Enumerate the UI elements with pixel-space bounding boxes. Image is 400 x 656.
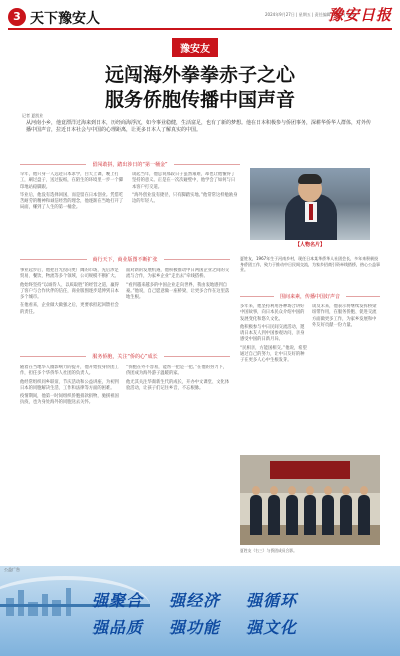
paragraph: 谈及未来，他表示将继续发挥桥梁纽带作用，在服务侨胞、促进交流方面做更多工作，为家乡发展和中外友好贡献一份力量。 [312,304,377,328]
paragraph: 他经常组织同乡联谊、节庆活动和公益讲座，为初到日本的同胞解决生活、工作和法律等方面的困难。 [20,379,119,391]
paragraph: 事业起步后，他把目光投向更广阔的市场，先后涉足贸易、餐饮、物流等多个领域，公司规模不断扩大。 [20,268,119,280]
paragraph: “侨胞在外不容易，能帮一把是一把。”在他的努力下，侨团成为海外游子温暖的家。 [126,365,228,377]
paragraph: 疫情期间，他第一时间组织侨胞捐款捐物，驰援祖国抗疫，也为身处海外的同胞送去关怀。 [20,394,119,406]
ad-slogan: 强功能 [169,618,221,637]
subhead-3 [20,352,230,360]
subhead-4 [240,292,380,300]
ad-slogan: 强聚合 [92,591,144,610]
ad-slogan-row-1 [92,588,392,611]
group-photo [240,455,380,545]
paragraph: 随着在当地华人圈影响力的提升，他开始投身侨团工作，担任多个华侨华人社团的负责人。 [20,365,119,377]
paragraph: 他始终坚持“以诚待人、以质取胜”的经营之道，赢得了客户与合作伙伴的信任，商业版图逐步延伸到日本多个城市。 [20,282,119,301]
column-kicker: 豫安友 [172,38,218,57]
ad-slogan: 强文化 [246,618,298,637]
profile-label: 【人物名片】 [294,242,325,248]
paragraph: 早年，他只身一人远赴日本求学，白天上课，晚上打工，刷过盘子，送过报纸，在陌生的环境里一步一个脚印地站稳脚跟。 [20,172,124,190]
public-service-ad [0,566,400,656]
column-2a [20,268,120,348]
profile-caption: 夏姓友，1967年生于河南乡村，现任日本某华侨华人社团会长，多年来积极投身侨团工作，致力于推动中日民间交流，为家乡招商引资牵线搭桥，热心公益事业。 [240,256,380,273]
ad-slogan-row-2 [92,615,392,638]
lead-text: 从河南小乡，他竟漂洋过海来到日本，历经商海浮沉，如今事业稳健，生活富足，也有了新的梦想。他在日本积极参与侨团事务，深耕华侨华人群体，对外传播中国声音，拉近日本社会与中国的心理距离，让更多日本人了解真实的中国。 [26,120,372,133]
paragraph: 面对新的发展机遇，他积极推动中日两国企业之间的交流与合作，为家乡企业“走出去”牵线搭桥。 [126,268,230,280]
ad-slogans [92,588,392,642]
group-photo-caption: 夏姓友（右三）与侨团成员合影。 [240,548,297,553]
paragraph: “民相亲，方能国相交。”他说，希望通过自己的努力，让中日友好的种子在更多人心中生根发芽。 [240,345,307,364]
paragraph: 在他看来，企业做大做强之后，更要承担起回馈社会的责任。 [20,303,119,315]
subhead-1-text: 留闯敢拼，踏出涉日的“第一桶金” [92,161,168,168]
headline-line-2: 服务侨胞传播中国声音 [104,89,295,111]
ad-slogan: 强经济 [169,591,221,610]
header-rule [8,28,392,30]
newspaper-logo: 豫安日报 [327,6,392,24]
ad-slogan: 强品质 [92,618,144,637]
section-title: 天下豫安人 [30,11,100,27]
column-3b [126,365,230,555]
subhead-3-text: 服务侨胞，关注“侨的心”成长 [92,353,158,360]
subhead-1 [20,160,240,168]
paragraph: 多年来，他坚持利用各种场合讲好中国故事，向日本民众介绍中国的发展变化和悠久文化。 [240,304,305,322]
column-2b [126,268,230,348]
headline-line-1: 远闯海外拳拳赤子之心 [104,64,295,86]
lead-paragraph [26,120,374,156]
byline: 记者 夏凯业 [22,113,44,118]
section-number: 3 [8,8,26,26]
paragraph: 他积极参与中日民间交流活动，邀请日本友人到中国参观访问，亲身感受中国的日新月异。 [240,324,305,343]
paragraph: “看到越来越多的中国企业走向世界，我由衷地感到自豪。”他说，自己愿意做一座桥梁，让更多合作在这里落地生根。 [126,282,230,301]
ad-tag: 公益广告 [4,567,20,572]
date-line: 2024年9月27日 | 星期五 | 责任编辑 | 编辑 | 审阅 [265,12,355,17]
paragraph: 毕业后，他没有选择回国，而是留在日本创业。凭借吃苦耐劳的精神和诚信经营的理念，他逐渐在当地打开了局面，赚到了人生的第一桶金。 [20,192,124,211]
subhead-4-text: 围间来素，传播中国好声音 [280,293,341,300]
subhead-2-text: 商行天下，商业版图不断扩张 [92,256,158,263]
paragraph: 他尤其关注华裔新生代的成长，开办中文课堂、文化体验活动，让孩子们记住乡音，不忘根脉。 [126,379,230,391]
subhead-2 [20,255,230,263]
column-1a [20,172,126,248]
column-1b [132,172,238,248]
column-4a [240,304,308,450]
paragraph: “海外创业没有捷径，只有脚踏实地。”他常常这样勉励身边的年轻人。 [132,192,238,205]
column-4b [312,304,380,450]
paragraph: 谈起当年，他总说那段日子虽然艰难，却也让他懂得了坚持的意义。正是在一次次碰壁中，他学会了如何与日本客户打交道。 [132,172,236,190]
page-header [0,0,400,34]
ad-slogan: 强循环 [246,591,298,610]
column-3a [20,365,120,555]
portrait-photo [250,168,370,240]
